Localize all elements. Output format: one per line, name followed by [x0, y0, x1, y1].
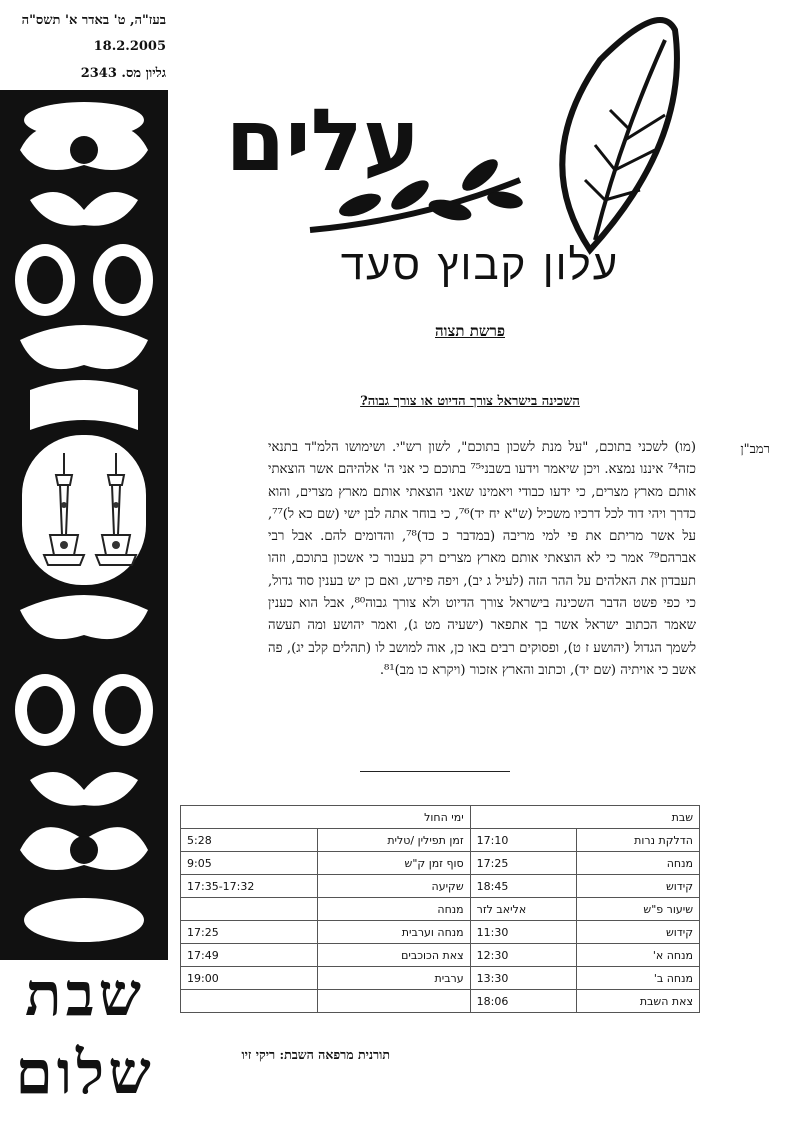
divider [360, 771, 510, 772]
shabbat-label-cell: מנחה א' [577, 944, 700, 967]
shabbat-shalom-banner [0, 960, 170, 1133]
table-row [181, 921, 700, 944]
weekday-time-cell [181, 990, 318, 1013]
article-paragraph: (מו) לשכני בתוכם, "על מנת לשכון בתוכם", לשון רש"י. ושימושו הלמ"ד בתנאי כזה⁷⁴ איננו נמצא. ויכן שיאמר וידעו בשבני⁷⁵ בתוכם כי אני ה' אלהיהם אשר הוצאתי אותם מארץ מצרים, כי ידעו כבודי ויאמינו שאני הוצאתי אותם מארץ מצרים, והוא כדרך ויהי דוד לכל דרכיו משכיל (ש"א יח יד)⁷⁶, כי בוחר אתה לבן ישי (שם כא ל)⁷⁷, על אשר מריתם את פי למי מריבה (במדבר כ כד)⁷⁸, והדומים להם. אבל רבי אברהם⁷⁹ אמר כי לא הוצאתי אותם מארץ מצרים רק בעבור כי אשכון בתוכם, וזהו תעבדון את האלהים על ההר הזה (לעיל ג יב), ויפה פירש, ואם כן יש בענין סוד גדול, כי כפי פשט הדבר השכינה בישראל צורך הדיוט ולא צורך גבוה⁸⁰, אבל הוא כענין שאמר הכתוב ישראל אשר בך אתפאר (ישעיה מט ג), ואמר יהושע ומה תעשה לשמך הגדול (יהושע ז ט), ופסוקים רבים באו כן, אוה למושב לו (תהלים קלב יג), פה אשב כי אויתיה (שם יד), וכתוב והארץ אזכור (ויקרא כו מב)⁸¹. [268, 440, 697, 678]
weekday-label-cell: שקיעה [318, 875, 470, 898]
table-row [181, 875, 700, 898]
gregorian-date: 18.2.2005 [93, 39, 166, 54]
masthead-logo [225, 20, 680, 260]
table-header-row [181, 806, 700, 829]
shabbat-time-cell: 11:30 [470, 921, 577, 944]
parasha-title: פרשת תצוה [435, 322, 505, 340]
table-row [181, 898, 700, 921]
shabbat-label-cell: צאת השבת [577, 990, 700, 1013]
weekday-label-cell: מנחה [318, 898, 470, 921]
shabbat-time-cell: 12:30 [470, 944, 577, 967]
footer-note: תורנית מרפאה השבת: ריקי זיו [241, 1047, 390, 1062]
times-table [180, 805, 700, 1013]
table-row [181, 967, 700, 990]
weekday-time-cell: 17:49 [181, 944, 318, 967]
table-row [181, 852, 700, 875]
shabbat-label-cell: הדלקת נרות [577, 829, 700, 852]
shabbat-label-cell: קידוש [577, 921, 700, 944]
shabbat-time-cell: 17:10 [470, 829, 577, 852]
table-row [181, 990, 700, 1013]
shabbat-time-cell: אליאב לזר [470, 898, 577, 921]
shabbat-label-cell: מנחה [577, 852, 700, 875]
weekday-time-cell [181, 898, 318, 921]
weekday-label-cell: צאת הכוכבים [318, 944, 470, 967]
table-row [181, 829, 700, 852]
weekday-time-cell: 5:28 [181, 829, 318, 852]
table-row [181, 944, 700, 967]
weekday-label-cell: זמן תפילין /טלית [318, 829, 470, 852]
banner-line-shalom: שלום [15, 1038, 155, 1108]
shabbat-time-cell: 18:45 [470, 875, 577, 898]
weekday-label-cell: ערבית [318, 967, 470, 990]
weekday-time-cell: 17:25 [181, 921, 318, 944]
shabbat-time-cell: 13:30 [470, 967, 577, 990]
logo-text: עלים [225, 91, 420, 191]
shabbat-time-cell: 17:25 [470, 852, 577, 875]
banner-line-shabbat: שבת [25, 960, 145, 1030]
weekday-time-cell: 19:00 [181, 967, 318, 990]
weekday-label-cell: מנחה וערבית [318, 921, 470, 944]
shabbat-label-cell: קידוש [577, 875, 700, 898]
issue-number: גליון מס. 2343 [80, 66, 166, 81]
shabbat-time-cell: 18:06 [470, 990, 577, 1013]
hebrew-date: בעז"ה, ט' באדר א' תשס"ה [21, 13, 166, 28]
source-label: רמב"ן [740, 442, 770, 457]
candlesticks-icon [30, 445, 150, 575]
shabbat-label-cell: מנחה ב' [577, 967, 700, 990]
article-body [268, 437, 696, 682]
weekday-label-cell [318, 990, 470, 1013]
shabbat-label-cell: שיעור פ"ש [577, 898, 700, 921]
weekday-label-cell: סוף זמן ק"ש [318, 852, 470, 875]
newsletter-subtitle: עלון קבוץ סעד [340, 240, 620, 289]
weekday-time-cell: 9:05 [181, 852, 318, 875]
weekday-time-cell: 17:35-17:32 [181, 875, 318, 898]
article-headline: השכינה בישראל צורך הדיוט או צורך גבוה? [360, 394, 580, 409]
shabbat-header: שבת [470, 806, 699, 829]
weekdays-header: ימי החול [181, 806, 471, 829]
